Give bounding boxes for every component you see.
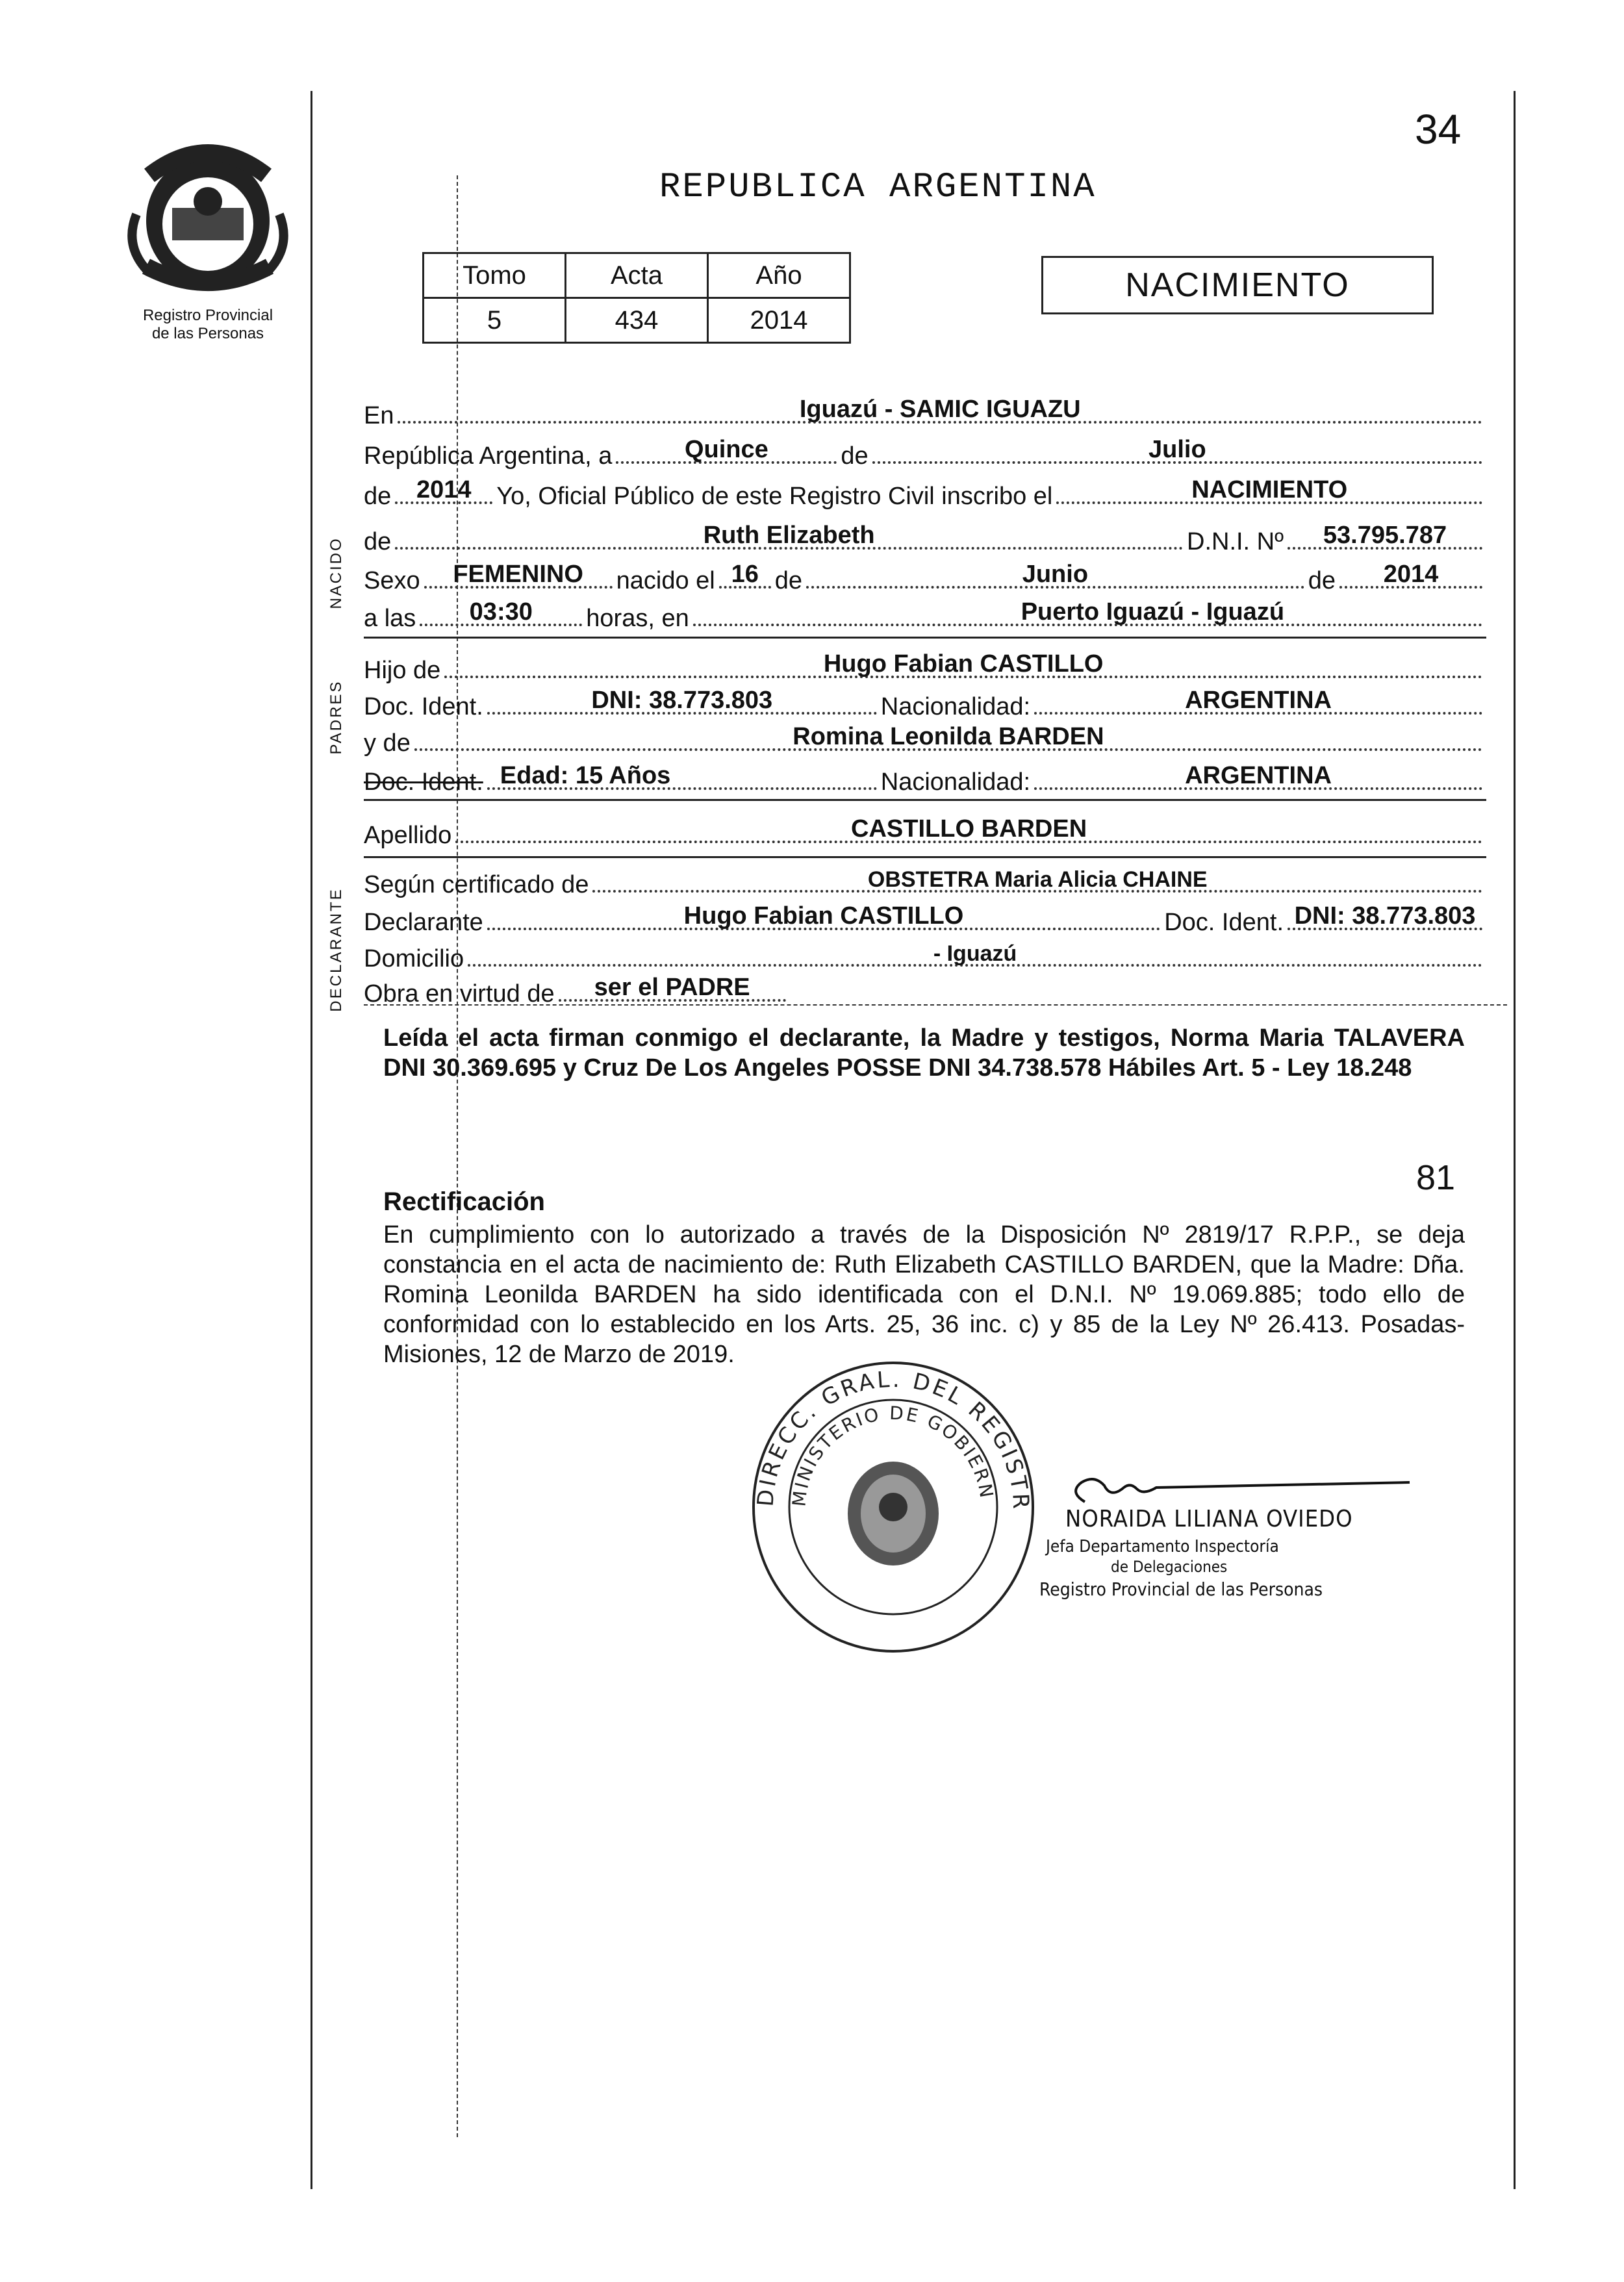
value-padre-doc: DNI: 38.773.803 — [591, 687, 773, 714]
value-madre-doc: Edad: 15 Años — [500, 762, 671, 789]
row-obra — [364, 976, 1486, 1008]
label-apellido: Apellido — [364, 822, 452, 849]
label-dni: D.N.I. Nº — [1187, 528, 1284, 555]
value-dni: 53.795.787 — [1323, 522, 1447, 549]
logo-label-line2: de las Personas — [151, 325, 264, 342]
value-dia: 16 — [731, 561, 759, 588]
signature-line2: de Delegaciones — [1111, 1558, 1228, 1576]
value-padre: Hugo Fabian CASTILLO — [823, 650, 1104, 678]
record-table — [422, 252, 851, 344]
row-hijo-de — [364, 652, 1486, 685]
rectificacion-title: Rectificación — [383, 1187, 545, 1216]
row-inscribo — [364, 478, 1486, 511]
logo — [97, 136, 318, 357]
label-de-anio-nac: de — [1308, 567, 1336, 594]
value-obra: ser el PADRE — [594, 974, 750, 1001]
value-month: Julio — [1148, 436, 1206, 463]
label-de-nombre: de — [364, 528, 392, 555]
separator-apellido — [364, 856, 1486, 858]
label-inscribo: Yo, Oficial Público de este Registro Civil inscribo el — [496, 483, 1053, 510]
page-number: 34 — [1415, 106, 1462, 153]
value-anio: 2014 — [1383, 561, 1439, 588]
value-tipo: NACIMIENTO — [1191, 476, 1348, 503]
row-madre-doc — [364, 764, 1486, 796]
value-domicilio: - Iguazú — [933, 941, 1017, 966]
row-en — [364, 398, 1486, 430]
side-label-padres: PADRES — [327, 679, 345, 755]
signature-line3: Registro Provincial de las Personas — [1039, 1578, 1323, 1600]
value-doc-declarante: DNI: 38.773.803 — [1294, 902, 1476, 930]
official-stamp — [744, 1358, 1043, 1656]
value-lugar: Puerto Iguazú - Iguazú — [1021, 598, 1285, 626]
label-hijo-de: Hijo de — [364, 657, 441, 684]
value-year: 2014 — [416, 476, 472, 503]
label-de-anio: de — [364, 483, 392, 510]
label-nacido-el: nacido el — [616, 567, 715, 594]
signature-block — [1039, 1469, 1416, 1632]
lectura-paragraph: Leída el acta firman conmigo el declarante, la Madre y testigos, Norma Maria TALAVERA DNI 30.369.695 y Cruz De Los Angeles POSSE DNI 34.738.578 Hábiles Art. 5 - Ley 18.248 — [383, 1024, 1465, 1082]
label-declarante: Declarante — [364, 909, 483, 936]
row-domicilio — [364, 941, 1486, 973]
label-horas-en: horas, en — [586, 605, 689, 632]
value-madre: Romina Leonilda BARDEN — [793, 723, 1104, 750]
label-sexo: Sexo — [364, 567, 420, 594]
row-hora — [364, 600, 1486, 633]
row-sexo — [364, 563, 1486, 595]
label-doc-madre: Doc. Ident. — [364, 768, 483, 796]
separator-nacido — [364, 637, 1486, 639]
stamp-outer-text: DIRECC. GRAL. DEL REGISTR — [752, 1366, 1034, 1512]
row-padre-doc — [364, 689, 1486, 721]
side-label-nacido: NACIDO — [327, 537, 345, 609]
ministerio-stamp-icon — [744, 1358, 1043, 1656]
row-y-de — [364, 725, 1486, 757]
table-value-anio: 2014 — [708, 298, 850, 343]
label-doc-padre: Doc. Ident. — [364, 693, 483, 720]
province-emblem-icon — [110, 136, 305, 299]
left-margin-line — [311, 91, 312, 2189]
table-value-acta: 434 — [566, 298, 708, 343]
label-nac-padre: Nacionalidad: — [880, 693, 1031, 720]
table-header-tomo: Tomo — [424, 253, 566, 298]
country-title: REPUBLICA ARGENTINA — [659, 168, 1097, 207]
table-header-anio: Año — [708, 253, 850, 298]
value-sexo: FEMENINO — [453, 561, 583, 588]
table-header-acta: Acta — [566, 253, 708, 298]
row-nombre — [364, 524, 1486, 556]
row-fecha — [364, 438, 1486, 470]
label-nac-madre: Nacionalidad: — [880, 768, 1031, 796]
label-a-las: a las — [364, 605, 416, 632]
value-certificado: OBSTETRA Maria Alicia CHAINE — [867, 867, 1208, 892]
row-declarante — [364, 904, 1486, 937]
value-hora: 03:30 — [469, 598, 533, 626]
value-declarante: Hugo Fabian CASTILLO — [683, 902, 964, 930]
rectificacion-body: En cumplimiento con lo autorizado a través de la Disposición Nº 2819/17 R.P.P., se deja constancia en el acta de nacimiento de: Ruth Elizabeth CASTILLO BARDEN, que la Madre: Dña. Romina Leonilda BARDEN ha sido identificada con el D.N.I. Nº 19.069.885; todo ello de conformidad con lo establecido en los Arts. 25, 36 inc. c) y 85 de la Ley Nº 26.413. Posadas- Misiones, 12 de Marzo de 2019. — [383, 1221, 1465, 1368]
label-en: En — [364, 402, 394, 429]
signature-line1: Jefa Departamento Inspectoría — [1046, 1537, 1279, 1556]
value-padre-nac: ARGENTINA — [1185, 687, 1332, 714]
logo-label-line1: Registro Provincial — [142, 307, 273, 324]
value-nombre: Ruth Elizabeth — [703, 522, 875, 549]
label-de-mes: de — [841, 442, 869, 470]
table-value-tomo: 5 — [424, 298, 566, 343]
label-domicilio: Domicilio — [364, 945, 464, 972]
stamp-inner-text: MINISTERIO DE GOBIERN — [788, 1402, 998, 1508]
label-republica: República Argentina, a — [364, 442, 613, 470]
label-certificado: Según certificado de — [364, 871, 589, 898]
separator-padres — [364, 799, 1486, 801]
value-apellido: CASTILLO BARDEN — [851, 815, 1087, 843]
signature-name: NORAIDA LILIANA OVIEDO — [1065, 1506, 1353, 1532]
label-obra: Obra en virtud de — [364, 980, 555, 1008]
value-day: Quince — [684, 436, 768, 463]
value-madre-nac: ARGENTINA — [1185, 762, 1332, 789]
side-label-declarante: DECLARANTE — [327, 887, 345, 1012]
record-type-box: NACIMIENTO — [1041, 256, 1434, 314]
row-apellido — [364, 817, 1486, 850]
label-doc-declarante: Doc. Ident. — [1164, 909, 1284, 936]
value-mes: Junio — [1022, 561, 1089, 588]
rectificacion-number: 81 — [1416, 1158, 1456, 1197]
label-de-mes-nac: de — [774, 567, 803, 594]
label-y-de: y de — [364, 729, 411, 757]
row-certificado — [364, 867, 1486, 899]
right-margin-line — [1514, 91, 1516, 2189]
value-en: Iguazú - SAMIC IGUAZU — [799, 396, 1081, 423]
